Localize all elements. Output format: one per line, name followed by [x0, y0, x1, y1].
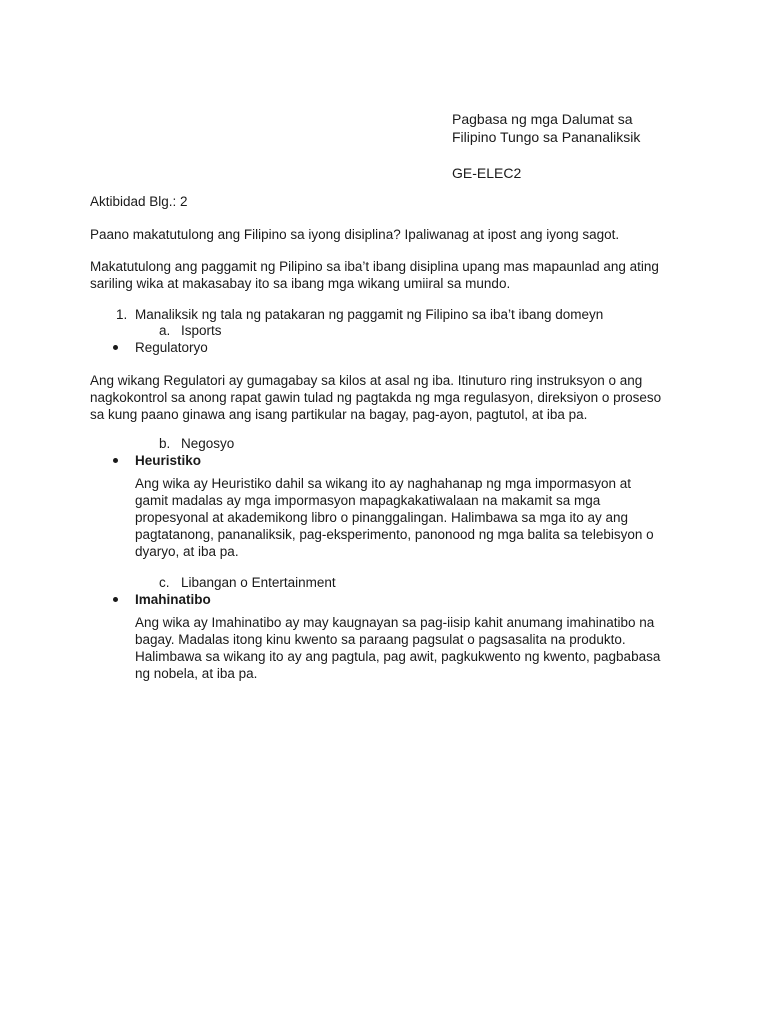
description-line: gamit madalas ay mga impormasyon mapagkakatiwalaan na makamit sa mga — [135, 493, 601, 508]
description-line: bagay. Madalas itong kinu kwento sa paraang pagsulat o pagsasalita na produkto. — [135, 632, 626, 647]
question-text: Paano makatutulong ang Filipino sa iyong disiplina? Ipaliwanag at ipost ang iyong sagot. — [90, 227, 620, 242]
description-line: pagtatanong, pananaliksik, pag-eksperimento, panonood ng mga balita sa telebisyon o — [135, 527, 654, 542]
description-line: propesyonal at akademikong libro o pinanggalingan. Halimbawa sa mga ito ay ang — [135, 510, 629, 525]
description-line: Ang wika ay Heuristiko dahil sa wikang ito ay naghahanap ng mga impormasyon at — [135, 476, 632, 491]
description-line: dyaryo, at iba pa. — [135, 544, 239, 559]
function-description — [135, 614, 660, 682]
domain-name: Libangan o Entertainment — [181, 575, 336, 590]
bullet-icon — [113, 458, 118, 463]
function-label: Imahinatibo — [135, 592, 211, 607]
course-code: GE-ELEC2 — [452, 165, 522, 181]
domain-letter: a. — [159, 323, 171, 338]
domain-letter: c. — [159, 575, 170, 590]
document-header — [452, 110, 640, 182]
bullet-icon — [113, 345, 118, 350]
domain-name: Negosyo — [181, 436, 235, 451]
description-line: sa kung paano ginawa ang isang partikular na bagay, pag-ayon, pagtutol, at iba pa. — [90, 407, 588, 422]
domain-name: Isports — [181, 323, 222, 338]
activity-label: Aktibidad Blg.: 2 — [90, 194, 188, 209]
bullet-icon — [113, 597, 118, 602]
function-description — [135, 475, 654, 560]
header-title-line-1: Pagbasa ng mga Dalumat sa — [452, 111, 633, 127]
function-label: Heuristiko — [135, 453, 202, 468]
intro-line: sariling wika at makasabay ito sa ibang mga wikang umiiral sa mundo. — [90, 276, 511, 291]
intro-line: Makatutulong ang paggamit ng Pilipino sa iba’t ibang disiplina upang mas mapaunlad ang ating — [90, 259, 659, 274]
description-line: Ang wikang Regulatori ay gumagabay sa kilos at asal ng iba. Itinuturo ring instruksyon o ang — [90, 373, 643, 388]
list-number: 1. — [116, 307, 128, 322]
description-line: Halimbawa sa wikang ito ay ang pagtula, pag awit, pagkukwento ng kwento, pagbabasa — [135, 649, 661, 664]
function-description — [90, 372, 661, 423]
domain-letter: b. — [159, 436, 171, 451]
description-line: Ang wika ay Imahinatibo ay may kaugnayan sa pag-iisip kahit anumang imahinatibo na — [135, 615, 655, 630]
list-item-text: Manaliksik ng tala ng patakaran ng paggamit ng Filipino sa iba’t ibang domeyn — [135, 307, 604, 322]
description-line: nagkokontrol sa anong rapat gawin tulad ng pagtakda ng mga regulasyon, direksiyon o proseso — [90, 390, 662, 405]
description-line: ng nobela, at iba pa. — [135, 666, 258, 681]
header-title-line-2: Filipino Tungo sa Pananaliksik — [452, 129, 641, 145]
intro-paragraph — [90, 258, 659, 292]
function-label: Regulatoryo — [135, 340, 208, 355]
